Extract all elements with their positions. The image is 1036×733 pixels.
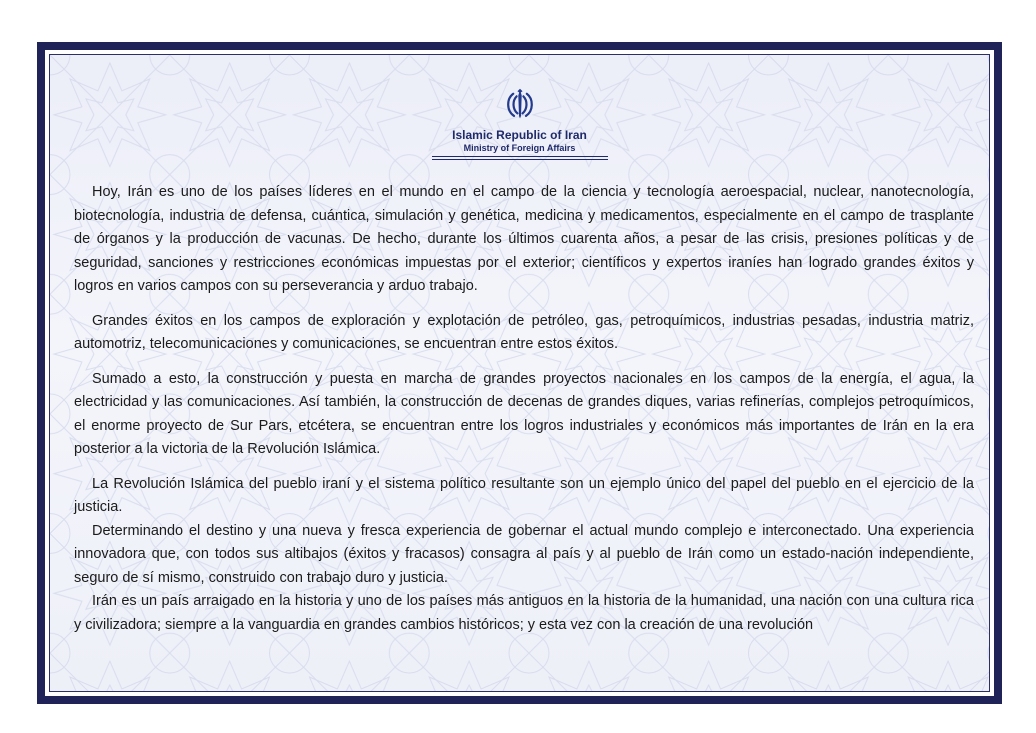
paragraph: Determinando el destino y una nueva y fresca experiencia de gobernar el actual mundo complejo e interconectado. Una experiencia innovadora que, con todos sus altibajos (éxitos y fracasos) consagra al país y al pueblo de Irán como un estado-nación independiente, seguro de sí mismo, construido con trabajo duro y justicia. [74, 522, 974, 586]
header-underline [432, 159, 608, 160]
ministry-name: Ministry of Foreign Affairs [432, 143, 608, 157]
paragraph: La Revolución Islámica del pueblo iraní y el sistema político resultante son un ejemplo único del papel del pueblo en el ejercicio de la justicia. [74, 475, 974, 515]
paragraph: Irán es un país arraigado en la historia y uno de los países más antiguos en la historia de la humanidad, una nación con una cultura rica y civilizadora; siempre a la vanguardia en grandes cambios históricos; y esta vez con la creación de una revolución [74, 593, 974, 633]
organization-name: Islamic Republic of Iran [452, 128, 587, 142]
letterhead [50, 87, 989, 160]
document-panel [49, 54, 990, 692]
frame-inner [45, 50, 994, 696]
document-body [74, 181, 974, 637]
iran-emblem-icon [503, 87, 537, 121]
document-frame [37, 42, 1002, 704]
paragraph: Hoy, Irán es uno de los países líderes en el mundo en el campo de la ciencia y tecnología aeroespacial, nuclear, nanotecnología, biotecnología, industria de defensa, cuántica, simulación y genética, medicina y medicamentos, especialmente en el campo de trasplante de órganos y la producción de vacunas. De hecho, durante los últimos cuarenta años, a pesar de las crisis, presiones políticas y de seguridad, sanciones y restricciones económicas impuestas por el exterior; científicos y expertos iraníes han logrado grandes éxitos y logros en varios campos con su perseverancia y arduo trabajo. [74, 184, 974, 294]
paragraph: Sumado a esto, la construcción y puesta en marcha de grandes proyectos nacionales en los campos de la energía, el agua, la electricidad y las comunicaciones. Así también, la construcción de decenas de grandes diques, varias refinerías, complejos petroquímicos, el enorme proyecto de Sur Pars, etcétera, se encuentran entre los logros industriales y económicos más importantes de Irán en la era posterior a la victoria de la Revolución Islámica. [74, 370, 974, 457]
paragraph: Grandes éxitos en los campos de exploración y explotación de petróleo, gas, petroquímicos, industrias pesadas, industria matriz, automotriz, telecomunicaciones y comunicaciones, se encuentran entre estos éxitos. [74, 312, 974, 352]
